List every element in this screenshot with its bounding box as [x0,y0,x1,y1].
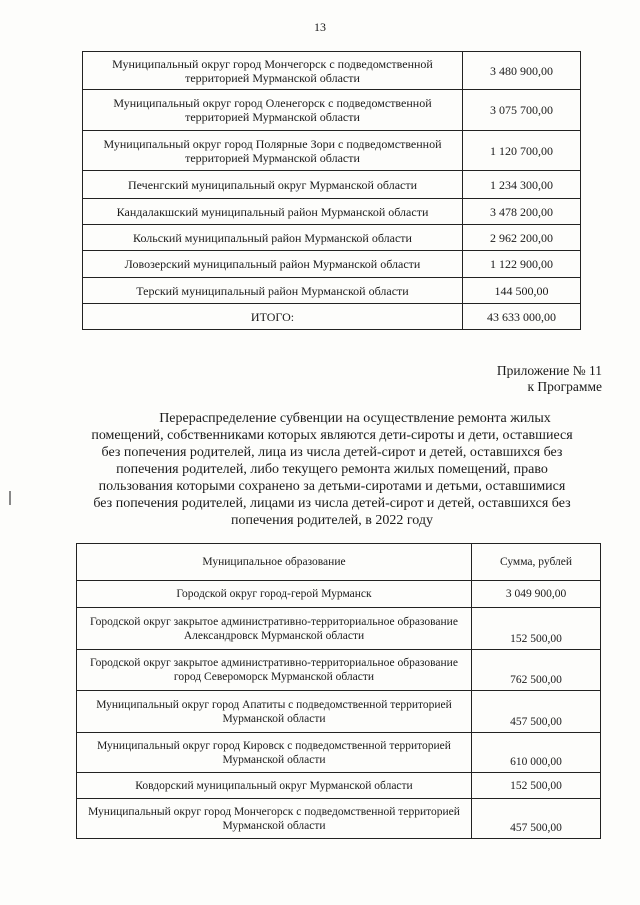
municipality-cell: Кандалакшский муниципальный район Мурманской области [83,199,463,225]
heading-line: Перераспределение субвенции на осуществление ремонта жилых [159,411,551,426]
amount-cell: 457 500,00 [472,799,601,839]
municipality-cell: Городской округ город-герой Мурманск [77,581,472,608]
appendix-number: Приложение № 11 [496,363,602,378]
amount-cell: 152 500,00 [472,773,601,799]
total-row [83,304,581,330]
amount-cell: 3 478 200,00 [463,199,581,225]
heading-line: пользования которыми сохранено за детьми-сиротами и детьми, оставшимися [98,479,566,494]
amount-cell: 762 500,00 [472,650,601,691]
amount-cell: 457 500,00 [472,691,601,733]
table-row [77,581,601,608]
table-row [77,773,601,799]
amount-cell: 2 962 200,00 [463,225,581,251]
heading-line: попечения родителей, в 2022 году [231,513,433,528]
total-value: 43 633 000,00 [463,304,581,330]
table-row [83,225,581,251]
table-row [83,171,581,199]
amount-cell: 610 000,00 [472,733,601,773]
municipality-cell: Терский муниципальный район Мурманской области [83,278,463,304]
municipality-cell: Муниципальный округ город Апатиты с подведомственной территорией Мурманской области [77,691,472,733]
municipality-cell: Ковдорский муниципальный округ Мурманской области [77,773,472,799]
amount-cell: 1 120 700,00 [463,131,581,171]
table-row [83,90,581,131]
amount-cell: 144 500,00 [463,278,581,304]
amount-cell: 3 075 700,00 [463,90,581,131]
amount-cell: 3 049 900,00 [472,581,601,608]
total-label: ИТОГО: [83,304,463,330]
table-row [77,650,601,691]
municipality-cell: Ловозерский муниципальный район Мурманской области [83,251,463,278]
municipality-cell: Муниципальный округ город Мончегорск с подведомственной территорией Мурманской области [83,52,463,90]
table-row [77,733,601,773]
municipality-cell: Муниципальный округ город Кировск с подведомственной территорией Мурманской области [77,733,472,773]
appendix-reference [497,363,602,395]
municipality-cell: Городской округ закрытое административно-территориальное образование Александровск Мурманской области [77,608,472,650]
amount-cell: 3 480 900,00 [463,52,581,90]
municipality-cell: Городской округ закрытое административно-территориальное образование город Североморск Мурманской области [77,650,472,691]
amount-cell: 152 500,00 [472,608,601,650]
heading-line: попечения родителей, либо текущего ремонта жилых помещений, право [116,462,548,477]
amount-cell: 1 122 900,00 [463,251,581,278]
table-row [83,52,581,90]
page-number: 13 [314,20,326,34]
municipality-cell: Кольский муниципальный район Мурманской области [83,225,463,251]
municipality-cell: Муниципальный округ город Мончегорск с подведомственной территорией Мурманской области [77,799,472,839]
table-row [83,131,581,171]
header-row [77,544,601,581]
table-row [83,251,581,278]
municipality-cell: Печенгский муниципальный округ Мурманской области [83,171,463,199]
heading-line: без попечения родителей, лица из числа детей-сирот и детей, оставшихся без [101,445,563,460]
column-header-municipality: Муниципальное образование [77,544,472,581]
appendix-program: к Программе [527,379,602,394]
heading-line: помещений, собственниками которых являются дети-сироты и дети, оставшиеся [91,428,573,443]
table-row [83,199,581,225]
table-row [77,799,601,839]
municipality-cell: Муниципальный округ город Полярные Зори с подведомственной территорией Мурманской области [83,131,463,171]
table-row [77,691,601,733]
table-row [77,608,601,650]
municipality-cell: Муниципальный округ город Оленегорск с подведомственной территорией Мурманской области [83,90,463,131]
allocation-table-2022 [76,543,601,839]
scan-margin-mark [9,491,11,505]
heading-line: без попечения родителей, лицами из числа детей-сирот и детей, оставшихся без [93,496,571,511]
table-row [83,278,581,304]
section-heading [64,410,600,529]
allocation-table-continued [82,51,581,330]
amount-cell: 1 234 300,00 [463,171,581,199]
column-header-amount: Сумма, рублей [472,544,601,581]
